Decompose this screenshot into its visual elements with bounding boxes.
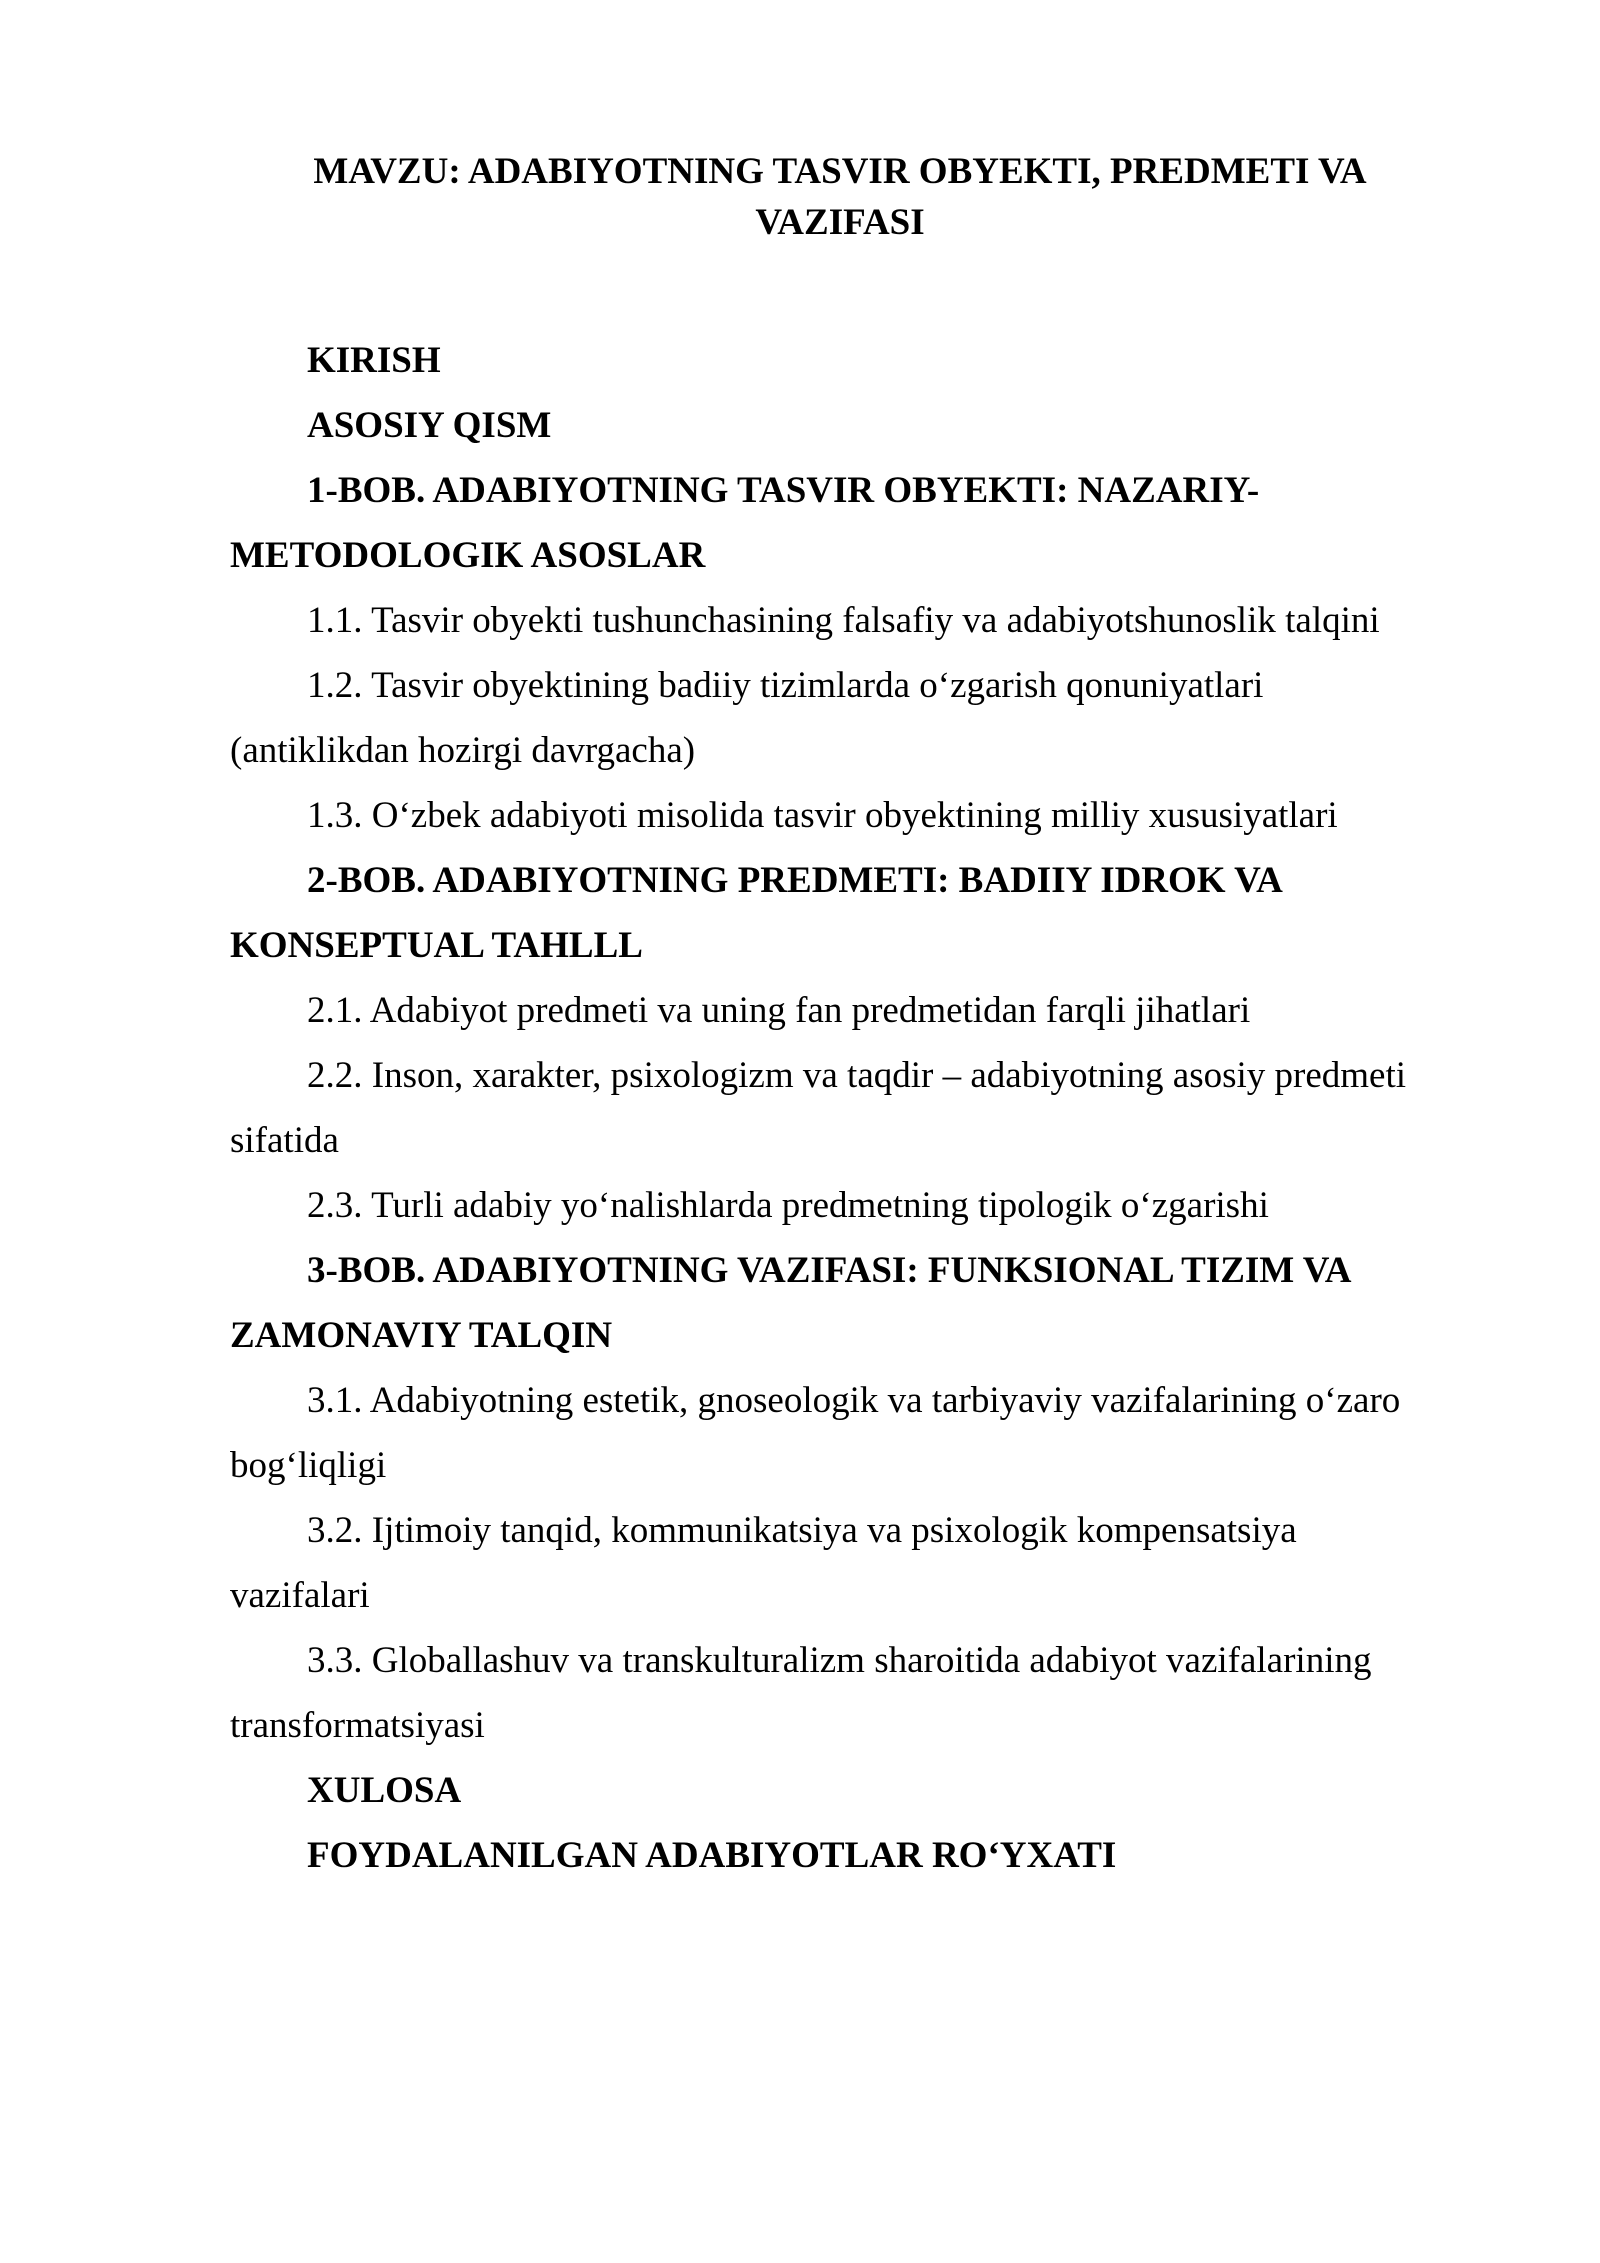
toc-entry-3-3: 3.3. Globallashuv va transkulturalizm sharoitida adabiyot vazifalarining transformatsiyasi	[230, 1640, 1372, 1746]
toc-entry-1-1: 1.1. Tasvir obyekti tushunchasining falsafiy va adabiyotshunoslik talqini	[307, 600, 1380, 641]
toc-entry-chapter-2: 2-BOB. ADABIYOTNING PREDMETI: BADIIY IDROK VA KONSEPTUAL TAHLLL	[230, 860, 1281, 966]
document-title: MAVZU: ADABIYOTNING TASVIR OBYEKTI, PREDMETI VA VAZIFASI	[313, 151, 1367, 243]
toc-entry-chapter-3: 3-BOB. ADABIYOTNING VAZIFASI: FUNKSIONAL TIZIM VA ZAMONAVIY TALQIN	[230, 1250, 1350, 1356]
toc-entry-1-3: 1.3. O‘zbek adabiyoti misolida tasvir obyektining milliy xususiyatlari	[307, 795, 1338, 836]
table-of-contents	[230, 328, 1442, 1888]
toc-entry-1-2: 1.2. Tasvir obyektining badiiy tizimlarda o‘zgarish qonuniyatlari (antiklikdan hozirgi davrgacha)	[230, 665, 1264, 771]
toc-entry-2-1: 2.1. Adabiyot predmeti va uning fan predmetidan farqli jihatlari	[307, 990, 1251, 1031]
toc-entry-asosiy-qism: ASOSIY QISM	[307, 405, 552, 446]
toc-entry-3-1: 3.1. Adabiyotning estetik, gnoseologik va tarbiyaviy vazifalarining o‘zaro bog‘liqligi	[230, 1380, 1401, 1486]
toc-entry-2-3: 2.3. Turli adabiy yo‘nalishlarda predmetning tipologik o‘zgarishi	[307, 1185, 1269, 1226]
toc-entry-kirish: KIRISH	[307, 340, 441, 381]
toc-entry-xulosa: XULOSA	[307, 1770, 462, 1811]
toc-entry-3-2: 3.2. Ijtimoiy tanqid, kommunikatsiya va psixologik kompensatsiya vazifalari	[230, 1510, 1297, 1616]
toc-entry-2-2: 2.2. Inson, xarakter, psixologizm va taqdir – adabiyotning asosiy predmeti sifatida	[230, 1055, 1407, 1161]
toc-entry-references: FOYDALANILGAN ADABIYOTLAR RO‘YXATI	[307, 1835, 1117, 1876]
toc-entry-chapter-1: 1-BOB. ADABIYOTNING TASVIR OBYEKTI: NAZARIY-METODOLOGIK ASOSLAR	[230, 470, 1260, 576]
